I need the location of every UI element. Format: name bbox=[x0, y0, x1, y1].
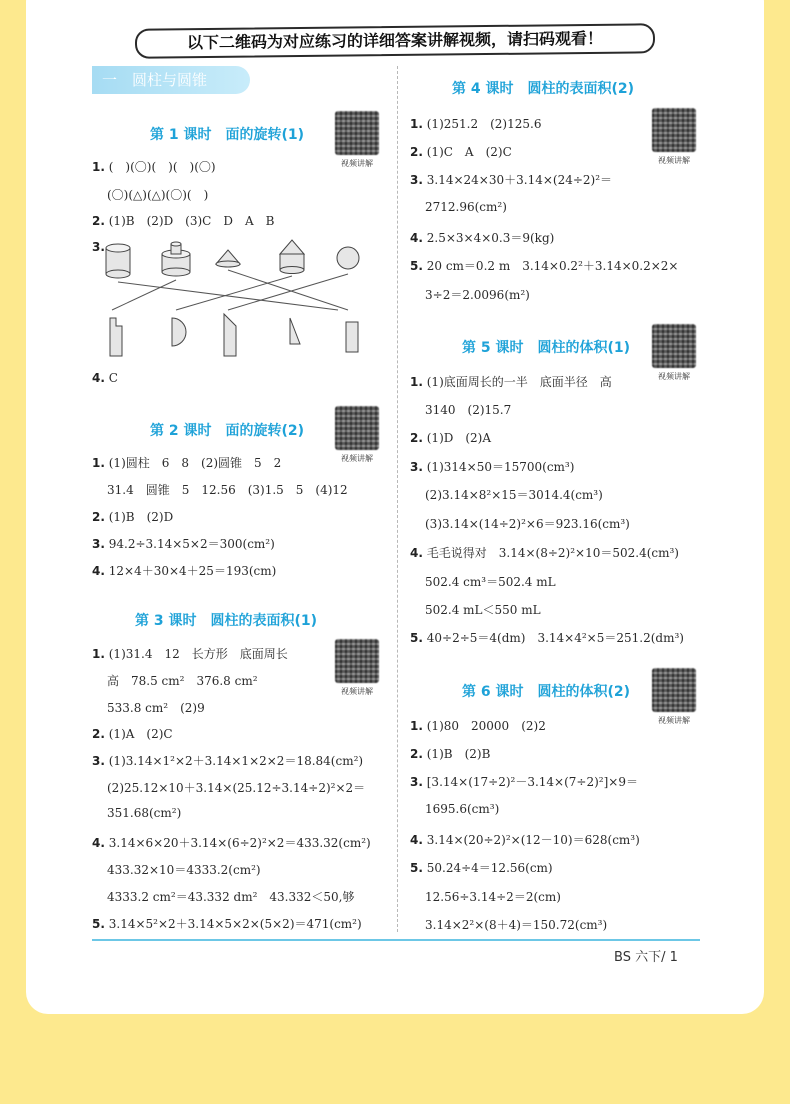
question-number: 4. bbox=[410, 231, 423, 245]
answer-text: 20 cm＝0.2 m 3.14×0.2²＋3.14×0.2×2× bbox=[426, 259, 679, 273]
question-number: 2. bbox=[410, 145, 423, 159]
answer-line: (3)3.14×(14÷2)²×6＝923.16(cm³) bbox=[425, 517, 630, 531]
question-number: 1. bbox=[410, 117, 423, 131]
answer-text: C bbox=[108, 371, 118, 385]
answer-text: (1)B (2)D bbox=[108, 510, 174, 524]
answer-line: 1695.6(cm³) bbox=[425, 802, 500, 816]
question-number: 4. bbox=[410, 833, 423, 847]
qr-code-lesson-2[interactable] bbox=[335, 406, 379, 450]
answer-line bbox=[410, 745, 490, 762]
answer-text: 3.14×6×20＋3.14×(6÷2)²×2＝433.32(cm²) bbox=[108, 836, 371, 850]
answer-line: (2)3.14×8²×15＝3014.4(cm³) bbox=[425, 488, 603, 502]
cone-shape bbox=[216, 250, 240, 267]
answer-line: (〇)(△)(△)(〇)( ) bbox=[107, 188, 209, 202]
answer-line bbox=[92, 535, 275, 552]
answer-text: 3.14×24×30＋3.14×(24÷2)²＝ bbox=[426, 173, 613, 187]
question-number: 4. bbox=[92, 836, 105, 850]
answer-text: (1)251.2 (2)125.6 bbox=[426, 117, 542, 131]
question-number: 4. bbox=[92, 564, 105, 578]
question-number: 2. bbox=[92, 727, 105, 741]
answer-text: (1)314×50＝15700(cm³) bbox=[426, 460, 575, 474]
qr-label: 视频讲解 bbox=[658, 372, 690, 381]
answer-line bbox=[410, 629, 684, 646]
answer-line bbox=[410, 859, 553, 876]
question-number: 3. bbox=[92, 754, 105, 768]
answer-line: 3÷2＝2.0096(m²) bbox=[425, 288, 530, 302]
unit-title: 一 圆柱与圆锥 bbox=[92, 66, 250, 94]
question-number: 1. bbox=[410, 375, 423, 389]
question-number: 1. bbox=[410, 719, 423, 733]
cylinder-shape bbox=[106, 244, 130, 278]
cone-cylinder-shape bbox=[280, 240, 304, 274]
answer-line: 4333.2 cm²＝43.332 dm² 43.332＜50,够 bbox=[107, 890, 355, 904]
answer-line bbox=[410, 229, 554, 246]
footer-rule bbox=[92, 939, 700, 941]
question-number: 1. bbox=[92, 160, 105, 174]
sphere-shape bbox=[337, 247, 359, 269]
question-number: 5. bbox=[92, 917, 105, 931]
answer-text: (1)80 20000 (2)2 bbox=[426, 719, 546, 733]
column-divider bbox=[397, 66, 398, 932]
answer-text: ( )(〇)( )( )(〇) bbox=[108, 160, 216, 174]
answer-text: (1)C A (2)C bbox=[426, 145, 512, 159]
qr-code-lesson-5[interactable] bbox=[652, 324, 696, 368]
qr-code-lesson-3[interactable] bbox=[335, 639, 379, 683]
answer-text: (1)A (2)C bbox=[108, 727, 173, 741]
answer-line bbox=[410, 831, 640, 848]
qr-notice-banner: 以下二维码为对应练习的详细答案讲解视频，请扫码观看！ bbox=[135, 23, 655, 58]
question-number: 1. bbox=[92, 456, 105, 470]
qr-label: 视频讲解 bbox=[341, 454, 373, 463]
answer-line bbox=[92, 454, 281, 471]
qr-label: 视频讲解 bbox=[341, 159, 373, 168]
answer-text: (1)B (2)D (3)C D A B bbox=[108, 214, 275, 228]
answer-line bbox=[410, 429, 491, 446]
answer-line bbox=[92, 508, 173, 525]
answer-line: 3140 (2)15.7 bbox=[425, 403, 512, 417]
qr-label: 视频讲解 bbox=[658, 156, 690, 165]
answer-text: 3.14×(20÷2)²×(12－10)＝628(cm³) bbox=[426, 833, 640, 847]
answer-text: 40÷2÷5＝4(dm) 3.14×4²×5＝251.2(dm³) bbox=[426, 631, 684, 645]
matching-lines bbox=[112, 270, 348, 310]
answer-line bbox=[410, 115, 541, 132]
question-number: 4. bbox=[92, 371, 105, 385]
answer-line bbox=[410, 773, 638, 790]
answer-text: 12×4＋30×4＋25＝193(cm) bbox=[108, 564, 277, 578]
answer-line: 高 78.5 cm² 376.8 cm² bbox=[107, 674, 258, 688]
question-number: 3. bbox=[410, 460, 423, 474]
answer-line bbox=[92, 915, 362, 932]
answer-line bbox=[410, 717, 546, 734]
question-number: 3. bbox=[410, 775, 423, 789]
rotation-matching-diagram bbox=[100, 238, 380, 363]
answer-line: 502.4 cm³＝502.4 mL bbox=[425, 575, 556, 589]
answer-text: 毛毛说得对 3.14×(8÷2)²×10＝502.4(cm³) bbox=[426, 546, 679, 560]
answer-line: 31.4 圆锥 5 12.56 (3)1.5 5 (4)12 bbox=[107, 483, 348, 497]
question-number: 1. bbox=[92, 647, 105, 661]
lesson-4-title: 第 4 课时 圆柱的表面积(2) bbox=[452, 81, 635, 97]
half-circle-shape bbox=[172, 318, 186, 346]
lesson-6-title: 第 6 课时 圆柱的体积(2) bbox=[462, 684, 631, 700]
answer-line: 502.4 mL＜550 mL bbox=[425, 603, 541, 617]
answer-line: 433.32×10＝4333.2(cm²) bbox=[107, 863, 261, 877]
answer-line bbox=[410, 257, 678, 274]
answer-line: 351.68(cm²) bbox=[107, 806, 182, 820]
question-number: 4. bbox=[410, 546, 423, 560]
answer-text: (1)B (2)B bbox=[426, 747, 491, 761]
rectangle-shape bbox=[346, 322, 358, 352]
qr-code-lesson-4[interactable] bbox=[652, 108, 696, 152]
question-number: 2. bbox=[92, 510, 105, 524]
triangle-shape bbox=[290, 318, 300, 344]
answer-line bbox=[410, 143, 512, 160]
lesson-1-title: 第 1 课时 面的旋转(1) bbox=[150, 127, 305, 143]
question-number: 5. bbox=[410, 861, 423, 875]
answer-line: 3.14×2²×(8＋4)＝150.72(cm³) bbox=[425, 918, 608, 932]
answer-line bbox=[410, 458, 574, 475]
qr-code-lesson-1[interactable] bbox=[335, 111, 379, 155]
question-number: 2. bbox=[92, 214, 105, 228]
question-number: 2. bbox=[410, 747, 423, 761]
answer-text: (1)D (2)A bbox=[426, 431, 492, 445]
answer-line bbox=[92, 752, 363, 769]
answer-line bbox=[92, 371, 118, 385]
answer-text: (1)底面周长的一半 底面半径 高 bbox=[426, 375, 612, 389]
stacked-cylinder-shape bbox=[162, 242, 190, 276]
answer-line bbox=[410, 171, 612, 188]
answer-text: 2.5×3×4×0.3＝9(kg) bbox=[426, 231, 555, 245]
half-stacked-cylinder-shape bbox=[110, 318, 122, 356]
answer-line bbox=[92, 645, 288, 662]
answer-line bbox=[92, 834, 371, 851]
answer-line: 2712.96(cm²) bbox=[425, 200, 507, 214]
answer-text: [3.14×(17÷2)²－3.14×(7÷2)²]×9＝ bbox=[426, 775, 638, 789]
qr-label: 视频讲解 bbox=[658, 716, 690, 725]
qr-label: 视频讲解 bbox=[341, 687, 373, 696]
answer-line bbox=[410, 373, 612, 390]
page-footer: BS 六下/ 1 bbox=[614, 950, 678, 965]
question-number: 5. bbox=[410, 631, 423, 645]
answer-text: 94.2÷3.14×5×2＝300(cm²) bbox=[108, 537, 275, 551]
answer-text: 3.14×5²×2＋3.14×5×2×(5×2)＝471(cm²) bbox=[108, 917, 362, 931]
lesson-2-title: 第 2 课时 面的旋转(2) bbox=[150, 423, 305, 439]
qr-code-lesson-6[interactable] bbox=[652, 668, 696, 712]
answer-line bbox=[92, 212, 274, 229]
question-number: 5. bbox=[410, 259, 423, 273]
lesson-3-title: 第 3 课时 圆柱的表面积(1) bbox=[135, 613, 318, 629]
answer-line bbox=[410, 544, 679, 561]
answer-text: (1)31.4 12 长方形 底面周长 bbox=[108, 647, 288, 661]
answer-line bbox=[92, 158, 216, 175]
question-number: 3. bbox=[92, 537, 105, 551]
half-cone-cylinder-shape bbox=[224, 314, 236, 356]
answer-line bbox=[92, 562, 276, 579]
answer-line: 12.56÷3.14÷2＝2(cm) bbox=[425, 890, 561, 904]
answer-line: (2)25.12×10＋3.14×(25.12÷3.14÷2)²×2＝ bbox=[107, 781, 366, 795]
answer-text: 50.24÷4＝12.56(cm) bbox=[426, 861, 553, 875]
question-number: 2. bbox=[410, 431, 423, 445]
answer-line: 533.8 cm² (2)9 bbox=[107, 701, 205, 715]
question-number: 3. bbox=[410, 173, 423, 187]
answer-text: (1)圆柱 6 8 (2)圆锥 5 2 bbox=[108, 456, 282, 470]
question-number: 3. bbox=[92, 240, 105, 254]
lesson-5-title: 第 5 课时 圆柱的体积(1) bbox=[462, 340, 631, 356]
answer-text: (1)3.14×1²×2＋3.14×1×2×2＝18.84(cm²) bbox=[108, 754, 364, 768]
answer-line bbox=[92, 725, 173, 742]
